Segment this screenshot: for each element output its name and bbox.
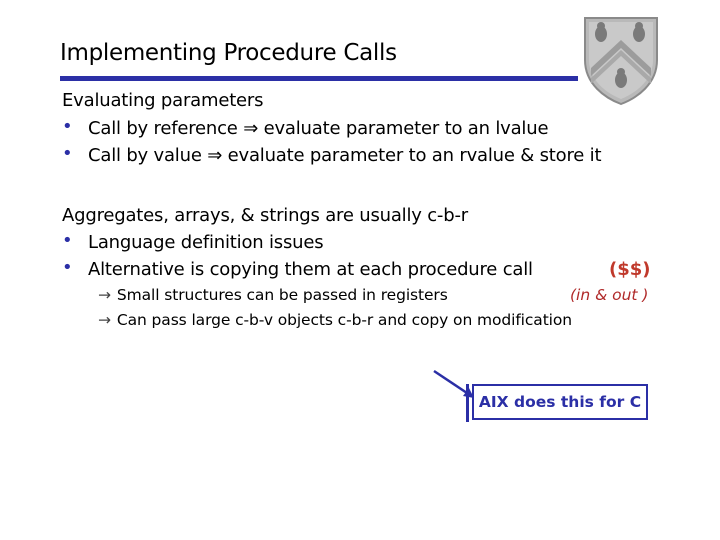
callout-box: AIX does this for C	[472, 384, 648, 420]
section2-bullet-1: Language definition issues	[88, 232, 324, 253]
section2-heading: Aggregates, arrays, & strings are usually c-b-r	[62, 205, 468, 226]
sub-item-1	[98, 286, 448, 304]
section1-bullet-2: Call by value ⇒ evaluate parameter to an rvalue & store it	[88, 145, 602, 166]
title-rule	[60, 76, 578, 81]
slide-title: Implementing Procedure Calls	[60, 40, 397, 66]
cost-note: ($$)	[609, 259, 651, 280]
callout-edge	[466, 384, 469, 422]
arrow-right-icon: →	[98, 311, 111, 329]
sub-item-2-text: Can pass large c-b-v objects c-b-r and copy on modification	[116, 311, 572, 329]
sub-item-2	[98, 311, 572, 329]
section2-bullet-2: Alternative is copying them at each procedure call	[88, 259, 533, 280]
sub-item-1-text: Small structures can be passed in registers	[116, 286, 448, 304]
bullet-icon: •	[62, 116, 73, 137]
bullet-icon: •	[62, 230, 73, 251]
section1-bullet-1: Call by reference ⇒ evaluate parameter to an lvalue	[88, 118, 549, 139]
arrow-right-icon: →	[98, 286, 111, 304]
section1-heading: Evaluating parameters	[62, 90, 264, 111]
university-crest-icon	[581, 14, 661, 106]
inout-note: (in & out )	[570, 286, 649, 304]
bullet-icon: •	[62, 143, 73, 164]
bullet-icon: •	[62, 257, 73, 278]
